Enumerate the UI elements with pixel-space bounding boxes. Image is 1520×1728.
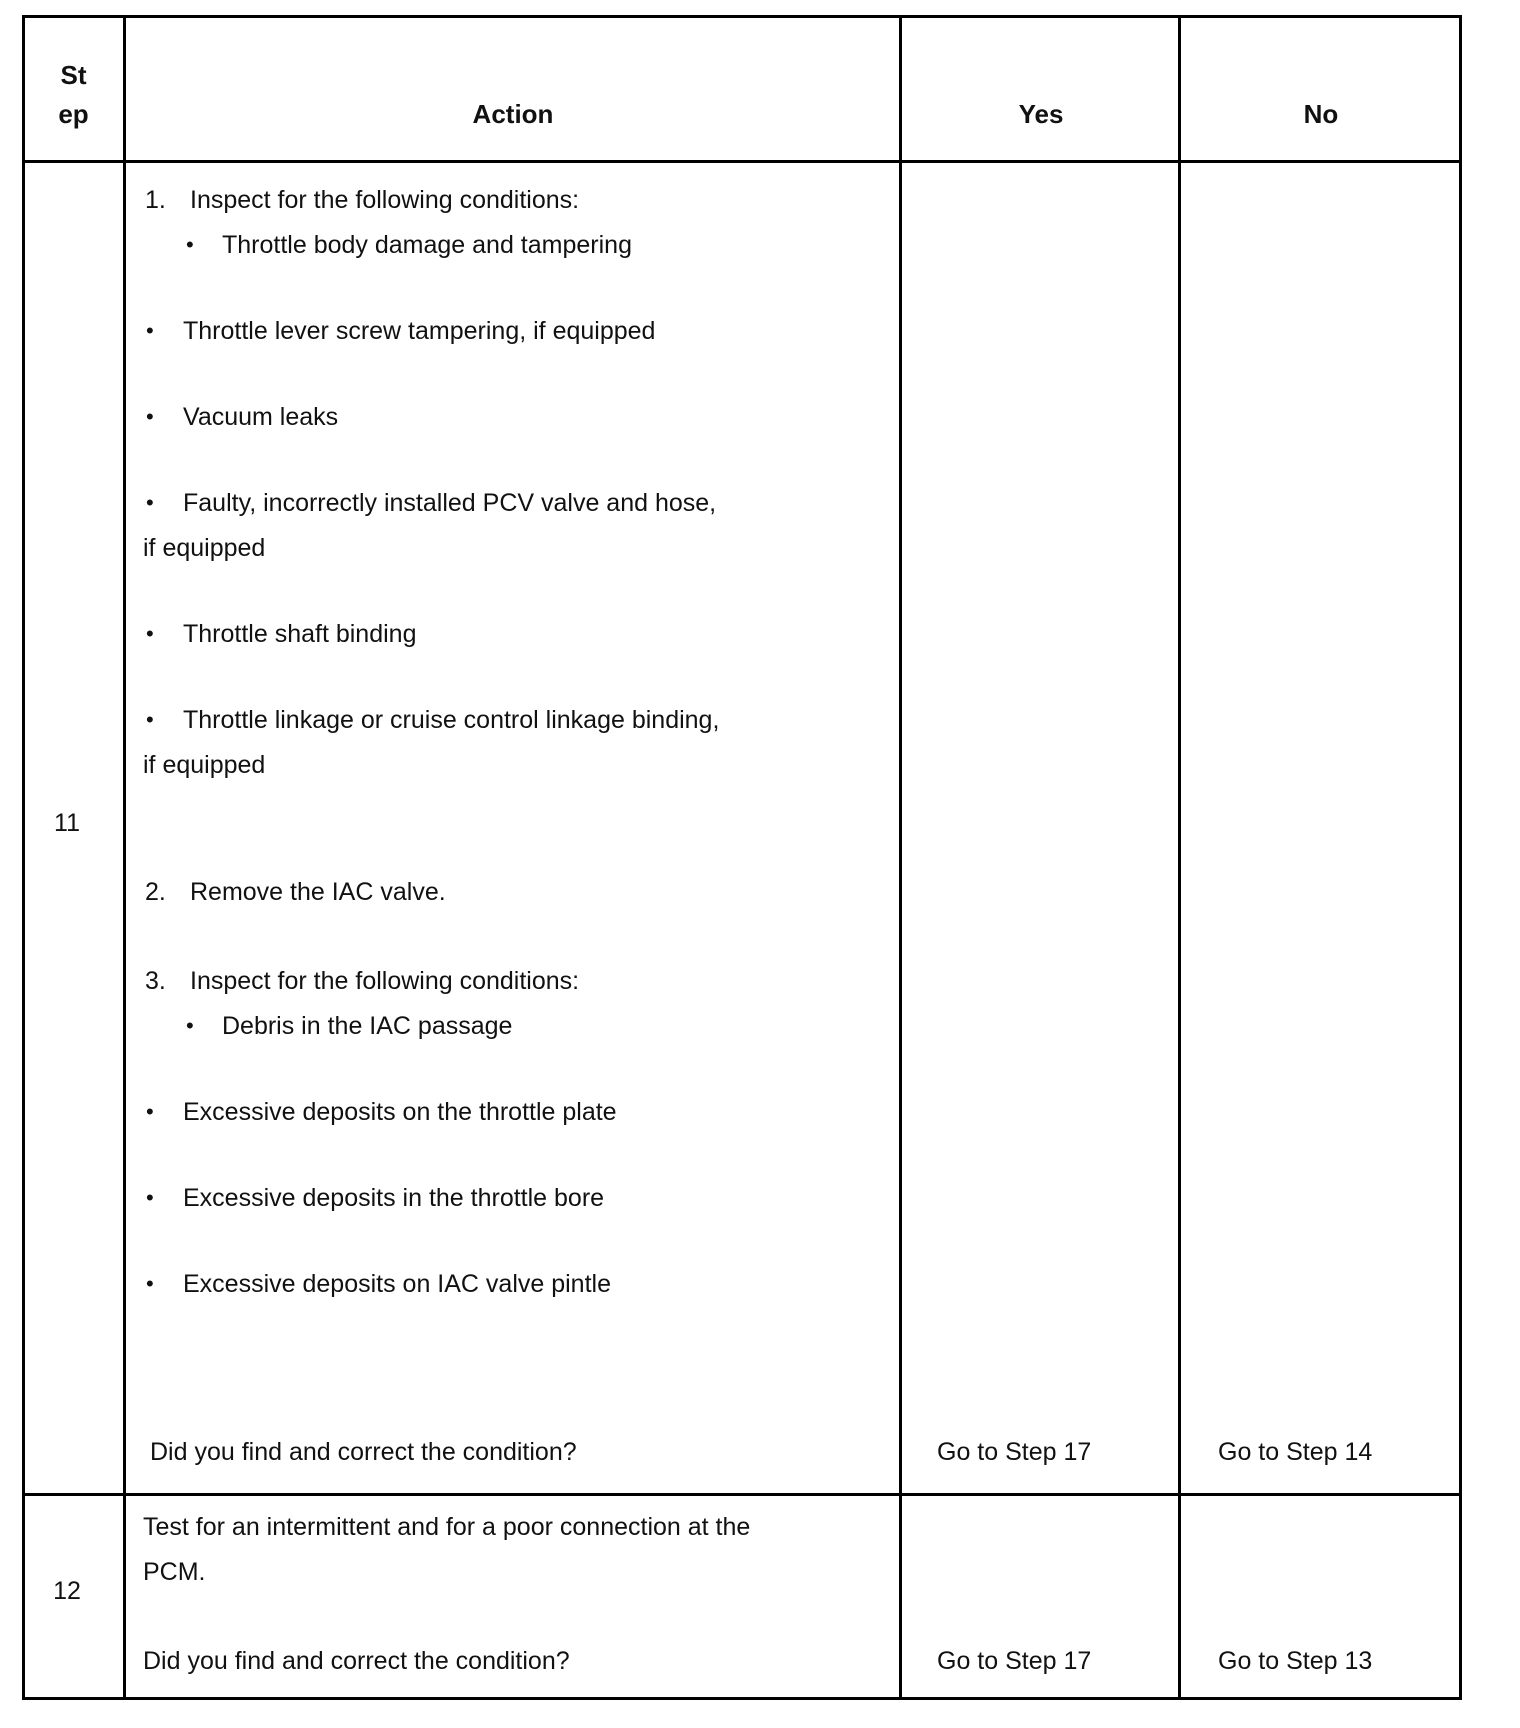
action-line: Throttle linkage or cruise control linkage binding, [183, 706, 720, 734]
bullet-icon: • [146, 404, 154, 429]
action-line: Throttle body damage and tampering [222, 231, 632, 259]
table-border-top [22, 15, 1462, 18]
no-result: Go to Step 14 [1218, 1438, 1373, 1466]
action-line: Excessive deposits on the throttle plate [183, 1098, 617, 1126]
no-result: Go to Step 13 [1218, 1647, 1373, 1675]
header-action: Action [472, 99, 554, 129]
header-no: No [1303, 99, 1339, 129]
bullet-icon: • [146, 318, 154, 343]
yes-result: Go to Step 17 [937, 1647, 1092, 1675]
header-yes: Yes [1018, 99, 1064, 129]
action-line: Remove the IAC valve. [190, 878, 446, 906]
action-line: Throttle shaft binding [183, 620, 417, 648]
action-line: Vacuum leaks [183, 403, 339, 431]
yes-result: Go to Step 17 [937, 1438, 1092, 1466]
table-border-left [22, 15, 25, 1700]
table-border-bottom [22, 1697, 1462, 1700]
header-step-line1: St [60, 60, 87, 90]
column-divider-action [899, 15, 902, 1700]
action-line: Throttle lever screw tampering, if equipped [183, 317, 656, 345]
bullet-icon: • [146, 1185, 154, 1210]
bullet-icon: • [146, 707, 154, 732]
header-divider [22, 160, 1462, 163]
action-question: Did you find and correct the condition? [143, 1647, 570, 1675]
action-line: if equipped [143, 751, 266, 779]
bullet-icon: • [186, 1013, 194, 1038]
list-number: 3. [145, 967, 166, 995]
table-border-right [1459, 15, 1462, 1700]
action-line: PCM. [143, 1558, 206, 1586]
bullet-icon: • [146, 1099, 154, 1124]
action-line: Excessive deposits in the throttle bore [183, 1184, 605, 1212]
step-number: 11 [54, 809, 80, 837]
list-number: 1. [145, 186, 166, 214]
bullet-icon: • [146, 1271, 154, 1296]
row-divider [22, 1493, 1462, 1496]
action-line: Debris in the IAC passage [222, 1012, 513, 1040]
action-line: Inspect for the following conditions: [190, 967, 580, 995]
list-number: 2. [145, 878, 166, 906]
action-line: Faulty, incorrectly installed PCV valve and hose, [183, 489, 717, 517]
bullet-icon: • [146, 621, 154, 646]
action-line: if equipped [143, 534, 266, 562]
action-question: Did you find and correct the condition? [150, 1438, 577, 1466]
action-line: Test for an intermittent and for a poor connection at the [143, 1513, 751, 1541]
step-number: 12 [53, 1577, 81, 1605]
bullet-icon: • [186, 232, 194, 257]
action-line: Excessive deposits on IAC valve pintle [183, 1270, 611, 1298]
column-divider-yes [1178, 15, 1181, 1700]
header-step-line2: ep [58, 99, 89, 129]
bullet-icon: • [146, 490, 154, 515]
column-divider-step [123, 15, 126, 1700]
action-line: Inspect for the following conditions: [190, 186, 580, 214]
